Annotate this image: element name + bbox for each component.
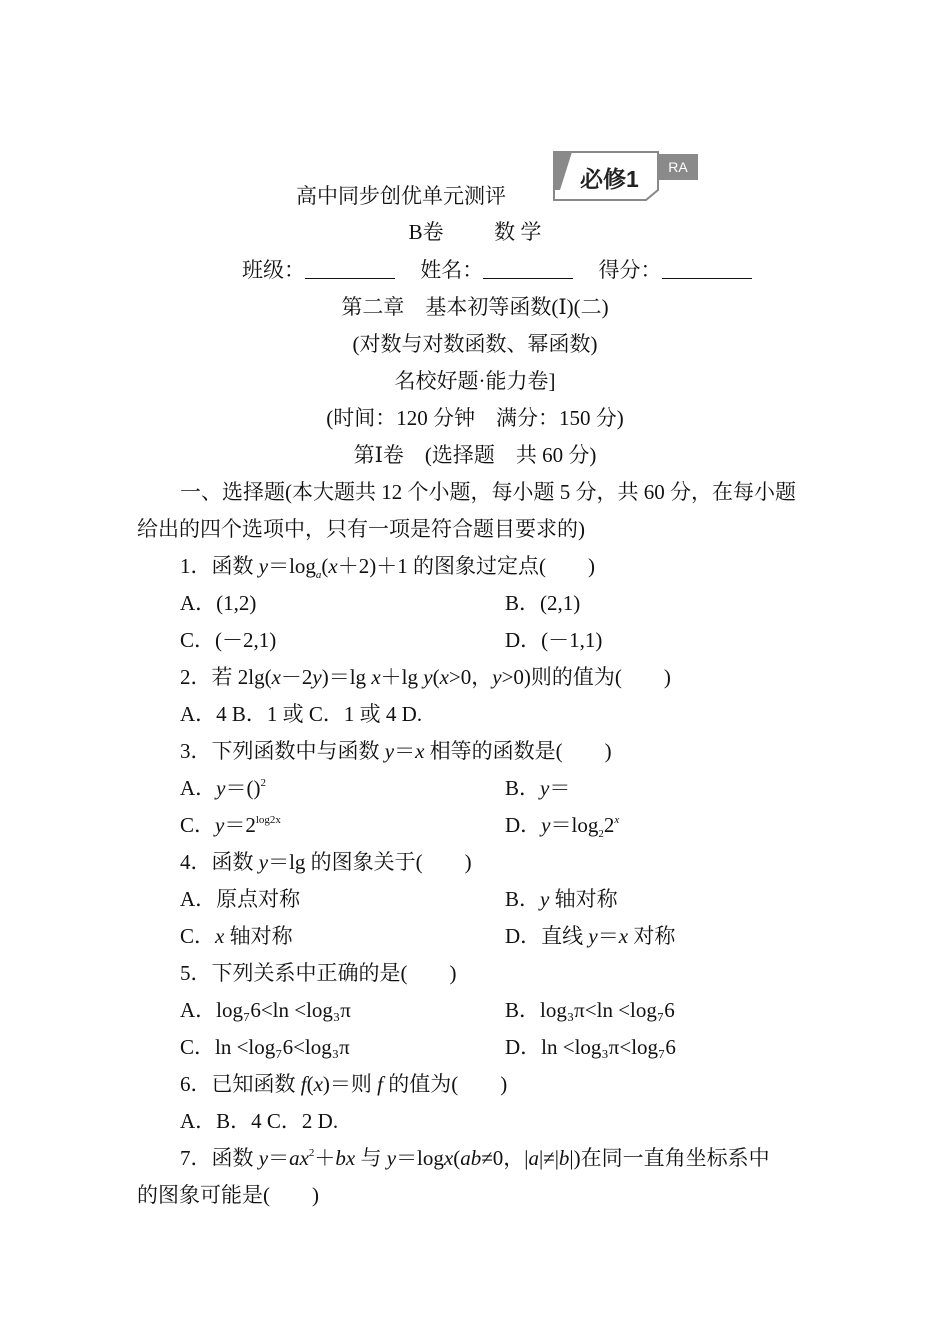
q3-c-exp: log2x bbox=[255, 814, 281, 826]
q2-stem: 若 2lg( bbox=[211, 665, 272, 689]
q1-stem-c: ( bbox=[321, 554, 329, 578]
paper-type: 名校好题·能力卷] bbox=[394, 369, 556, 393]
time-info: (时间：120 分钟 满分：150 分) bbox=[326, 406, 624, 430]
score-label: 得分： bbox=[598, 258, 662, 282]
q6-stem-c: )＝则 bbox=[322, 1072, 378, 1096]
question-1: 1．函数 $y=\log_a(x+2)+1$ 的图象过定点( ) bbox=[180, 554, 595, 581]
volume-subject bbox=[0, 222, 950, 243]
q4-stem-b: ＝lg 的图象关于( ) bbox=[268, 850, 472, 874]
q4-option-b[interactable]: B．y 轴对称 bbox=[505, 887, 618, 911]
q3-d-expr: ＝log bbox=[550, 813, 599, 837]
q2-stem-d: ＋lg bbox=[380, 665, 424, 689]
section-heading: 一、选择题(本大题共 12 个小题，每小题 5 分，共 60 分，在每小题 bbox=[180, 480, 796, 504]
q4-c-prefix: C． bbox=[180, 924, 216, 948]
q3-stem-c: 相等的函数是( ) bbox=[424, 739, 612, 763]
q6-stem-d: 的值为( ) bbox=[383, 1072, 508, 1096]
question-3: 3．下列函数中与函数 y＝x 相等的函数是( ) bbox=[180, 739, 612, 763]
q4-option-c[interactable]: C．x 轴对称 bbox=[180, 924, 293, 948]
q3-option-b[interactable]: B．y＝ bbox=[505, 776, 571, 800]
q3-a-exp: 2 bbox=[260, 777, 266, 789]
q1-option-a[interactable]: A．(1,2) bbox=[180, 591, 257, 615]
q3-c-expr: ＝2 bbox=[224, 813, 256, 837]
q3-d-prefix: D． bbox=[505, 813, 542, 837]
name-label: 姓名： bbox=[420, 258, 484, 282]
q3-option-a[interactable]: A．y＝()$^2$ bbox=[180, 776, 266, 800]
badge-tag: RA bbox=[668, 159, 688, 175]
q1-option-b[interactable]: B．(2,1) bbox=[505, 591, 581, 615]
q7-stem-c: ＋ bbox=[314, 1146, 336, 1170]
subject-label: 数 学 bbox=[494, 220, 542, 244]
q2-stem-c: )＝lg bbox=[321, 665, 372, 689]
q3-d-end: 2 bbox=[603, 813, 615, 837]
q3-number: 3． bbox=[180, 739, 212, 763]
q7-stem-f: ( bbox=[453, 1146, 461, 1170]
chapter-title: 第二章 基本初等函数(Ⅰ)(二) bbox=[341, 295, 609, 319]
q6-stem: 已知函数 bbox=[211, 1072, 301, 1096]
series-title: 高中同步创优单元测评 bbox=[296, 184, 506, 208]
textbook-badge bbox=[550, 150, 702, 202]
q3-a-expr: ＝() bbox=[225, 776, 261, 800]
q7-stem-g: ≠0，| bbox=[481, 1146, 529, 1170]
q4-stem: 函数 bbox=[211, 850, 259, 874]
question-2: 2．若 2lg(x－2y)＝lg x＋lg y(x>0，y>0)则的值为( ) bbox=[180, 665, 671, 689]
q7-stem-d: 与 bbox=[355, 1146, 387, 1170]
score-field[interactable] bbox=[662, 262, 752, 279]
q1-number: 1． bbox=[180, 554, 212, 578]
q3-a-prefix: A． bbox=[180, 776, 217, 800]
q3-c-prefix: C． bbox=[180, 813, 216, 837]
volume-label: B卷 bbox=[408, 220, 444, 244]
q4-b-prefix: B． bbox=[505, 887, 541, 911]
question-6: 6．已知函数 f(x)＝则 f 的值为( ) bbox=[180, 1072, 508, 1096]
question-7: 7．函数 $y=ax^2+bx$ 与 y＝logx(ab≠0，|a|≠|b|)在同一直角坐标系中 bbox=[180, 1146, 770, 1170]
q2-stem-b: －2 bbox=[280, 665, 313, 689]
q3-b-expr: ＝ bbox=[549, 776, 571, 800]
q3-d-exp: x bbox=[614, 814, 620, 826]
q7-stem-i: |)在同一直角坐标系中 bbox=[569, 1146, 770, 1170]
q1-stem-d: ＋2)＋1 的图象过定点( ) bbox=[337, 554, 595, 578]
q4-d-prefix: D．直线 bbox=[505, 924, 589, 948]
q3-b-prefix: B． bbox=[505, 776, 541, 800]
q1-option-c[interactable]: C．(－2,1) bbox=[180, 628, 277, 652]
name-field[interactable] bbox=[483, 262, 573, 279]
q4-d-mid: ＝ bbox=[597, 924, 619, 948]
q7-stem-b: ＝ bbox=[268, 1146, 290, 1170]
q3-option-c[interactable]: C．$y=2^{log2x}$ bbox=[180, 813, 281, 837]
section-heading-cont: 给出的四个选项中，只有一项是符合题目要求的) bbox=[137, 517, 585, 541]
student-info bbox=[242, 260, 752, 281]
q3-stem: 下列函数中与函数 bbox=[211, 739, 385, 763]
q6-options[interactable]: A．B．4 C．2 D. bbox=[180, 1109, 339, 1133]
question-4: 4．函数 y＝lg 的图象关于( ) bbox=[180, 850, 472, 874]
q1-option-d[interactable]: D．(－1,1) bbox=[505, 628, 603, 652]
class-label: 班级： bbox=[242, 258, 305, 282]
q1-stem-b: ＝log bbox=[268, 554, 316, 578]
q1-stem: 函数 bbox=[211, 554, 259, 578]
q7-stem-h: |≠| bbox=[538, 1146, 559, 1170]
question-7-cont: 的图象可能是( ) bbox=[137, 1183, 319, 1207]
q2-options[interactable]: A．4 B．1 或 C．1 或 4 D. bbox=[180, 702, 423, 726]
q4-option-d[interactable]: D．直线 y＝x 对称 bbox=[505, 924, 676, 948]
q4-c-text: 轴对称 bbox=[224, 924, 293, 948]
class-field[interactable] bbox=[305, 262, 395, 279]
question-5 bbox=[180, 963, 457, 984]
q4-option-a[interactable]: A．原点对称 bbox=[180, 887, 301, 911]
q6-number: 6． bbox=[180, 1072, 212, 1096]
q2-stem-g: >0)则的值为( ) bbox=[501, 665, 671, 689]
q5-option-c[interactable]: C．ln <log₇6<log₃π bbox=[180, 1035, 350, 1059]
q2-stem-e: ( bbox=[432, 665, 440, 689]
q4-b-text: 轴对称 bbox=[549, 887, 618, 911]
q2-number: 2． bbox=[180, 665, 212, 689]
q4-d-text: 对称 bbox=[628, 924, 676, 948]
q5-option-a[interactable]: A．log₇6<ln <log₃π bbox=[180, 998, 351, 1022]
part-title: 第Ⅰ卷 (选择题 共 60 分) bbox=[353, 443, 597, 467]
q5-number: 5． bbox=[180, 961, 212, 985]
q5-stem: 下列关系中正确的是( ) bbox=[211, 961, 457, 985]
chapter-subtitle: (对数与对数函数、幂函数) bbox=[352, 332, 598, 356]
q3-d-sub: 2 bbox=[598, 828, 604, 840]
q5-option-d[interactable]: D．ln <log₃π<log₇6 bbox=[505, 1035, 676, 1059]
q6-stem-b: ( bbox=[306, 1072, 314, 1096]
q7-stem-e: ＝log bbox=[396, 1146, 444, 1170]
q4-number: 4． bbox=[180, 850, 212, 874]
q2-stem-f: >0， bbox=[448, 665, 493, 689]
q3-option-d[interactable]: D．$y=\log_22^x$ bbox=[505, 813, 620, 840]
q7-number: 7． bbox=[180, 1146, 212, 1170]
q7-stem: 函数 bbox=[211, 1146, 259, 1170]
q3-stem-b: ＝ bbox=[394, 739, 416, 763]
badge-label: 必修1 bbox=[580, 166, 639, 192]
q5-option-b[interactable]: B．log₃π<ln <log₇6 bbox=[505, 998, 675, 1022]
